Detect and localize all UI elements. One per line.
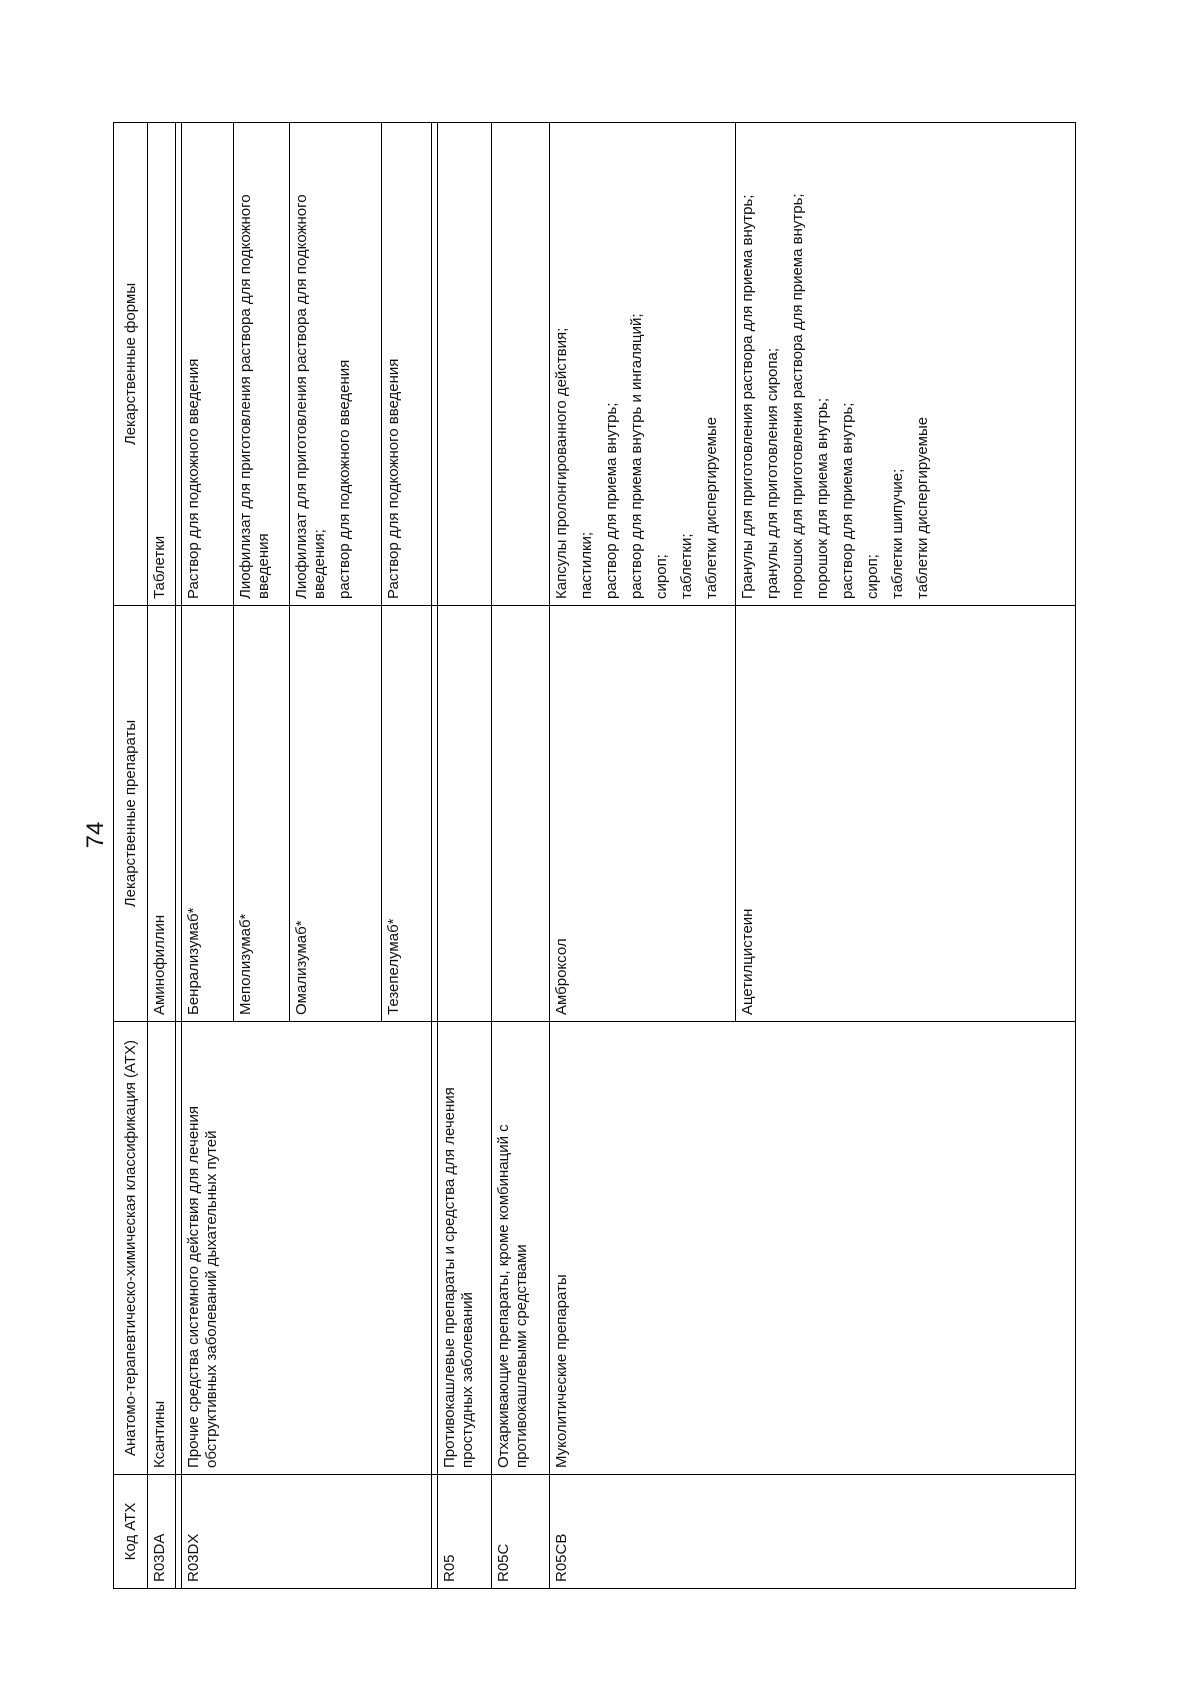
- drug-name: [438, 606, 492, 1022]
- table-header-row: [114, 123, 148, 1589]
- atc-code: R05CB: [550, 1475, 1076, 1589]
- form-item: порошок для приема внутрь;: [814, 397, 831, 599]
- drug-table: [113, 123, 1076, 1589]
- header-atc: Анатомо-терапевтическо-химическая классификация (АТХ): [114, 1022, 148, 1475]
- drug-name: Аминофиллин: [148, 606, 176, 1022]
- drug-forms: [492, 123, 550, 606]
- form-item: Таблетки: [151, 535, 168, 599]
- form-item: Лиофилизат для приготовления раствора для подкожного введения;: [293, 194, 328, 599]
- atc-name: Отхаркивающие препараты, кроме комбинаций с противокашлевыми средствами: [492, 1022, 550, 1475]
- drug-name: Тезепелумаб*: [382, 606, 432, 1022]
- page-number: 74: [82, 821, 109, 849]
- atc-code: R03DA: [148, 1475, 176, 1589]
- drug-name: Омализумаб*: [290, 606, 382, 1022]
- drug-name: Бенрализумаб*: [182, 606, 234, 1022]
- drug-forms: [234, 123, 290, 606]
- form-item: раствор для подкожного введения: [336, 359, 353, 599]
- form-item: Лиофилизат для приготовления раствора для подкожного введения: [237, 194, 272, 599]
- form-item: таблетки;: [678, 533, 695, 599]
- drug-name: Меполизумаб*: [234, 606, 290, 1022]
- form-item: таблетки диспергируемые: [703, 416, 720, 599]
- atc-name: Ксантины: [148, 1022, 176, 1475]
- atc-name: Противокашлевые препараты и средства для лечения простудных заболеваний: [438, 1022, 492, 1475]
- form-item: Раствор для подкожного введения: [185, 358, 202, 599]
- drug-forms: [382, 123, 432, 606]
- header-drugs: Лекарственные препараты: [114, 606, 148, 1022]
- form-item: раствор для приема внутрь;: [603, 402, 620, 599]
- form-item: Гранулы для приготовления раствора для приема внутрь;: [739, 194, 756, 599]
- header-forms: Лекарственные формы: [114, 123, 148, 606]
- form-item: Капсулы пролонгированного действия;: [553, 327, 570, 599]
- atc-code: R05C: [492, 1475, 550, 1589]
- drug-forms: [290, 123, 382, 606]
- form-item: раствор для приема внутрь;: [839, 402, 856, 599]
- atc-code: R03DX: [182, 1475, 432, 1589]
- drug-forms: [182, 123, 234, 606]
- form-item: порошок для приготовления раствора для приема внутрь;: [789, 193, 806, 599]
- table-row: [182, 123, 234, 1589]
- drug-name: [492, 606, 550, 1022]
- header-code: Код АТХ: [114, 1475, 148, 1589]
- drug-forms: [550, 123, 736, 606]
- drug-forms: [148, 123, 176, 606]
- table-row: [550, 123, 736, 1589]
- rotated-table-frame: [113, 123, 1076, 1589]
- table-row: [438, 123, 492, 1589]
- drug-name: Амброксол: [550, 606, 736, 1022]
- form-item: гранулы для приготовления сиропа;: [764, 347, 781, 599]
- table-row: [148, 123, 176, 1589]
- drug-forms: [438, 123, 492, 606]
- drug-forms: [736, 123, 1076, 606]
- atc-name: Прочие средства системного действия для лечения обструктивных заболеваний дыхательных путей: [182, 1022, 432, 1475]
- atc-code: R05: [438, 1475, 492, 1589]
- atc-name: Муколитические препараты: [550, 1022, 1076, 1475]
- form-item: сироп;: [653, 554, 670, 599]
- form-item: сироп;: [864, 554, 881, 599]
- form-item: таблетки шипучие;: [889, 468, 906, 599]
- form-item: Раствор для подкожного введения: [385, 358, 402, 599]
- table-row: [492, 123, 550, 1589]
- form-item: раствор для приема внутрь и ингаляций;: [628, 313, 645, 599]
- form-item: таблетки диспергируемые: [914, 416, 931, 599]
- form-item: пастилки;: [578, 531, 595, 599]
- drug-name: Ацетилцистеин: [736, 606, 1076, 1022]
